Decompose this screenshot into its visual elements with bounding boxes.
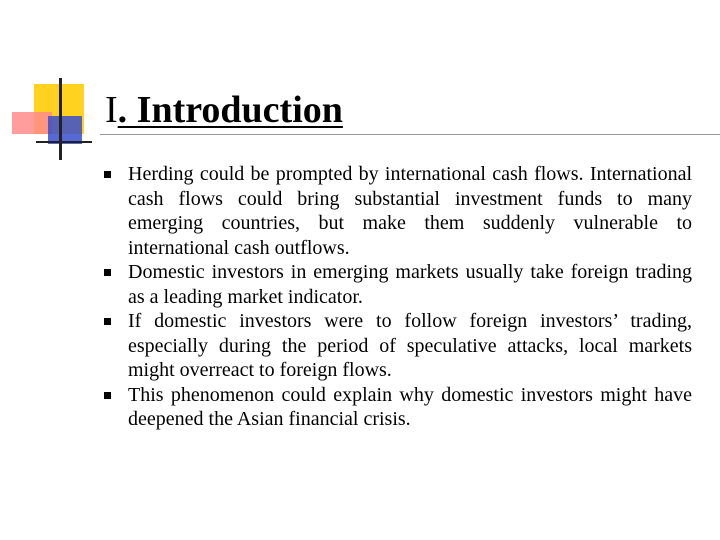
square-bullet-icon [104, 171, 111, 178]
bullet-item [104, 383, 692, 432]
slide-title [105, 86, 343, 134]
title-text: . Introduction [117, 89, 343, 131]
bullet-text: If domestic investors were to follow foreign investors’ trading, especially during the period of speculative attacks, local markets might overreact to foreign flows. [128, 310, 692, 381]
decorative-pink-square [12, 112, 52, 134]
bullet-item [104, 309, 692, 383]
bullet-item [104, 162, 692, 260]
square-bullet-icon [104, 392, 111, 399]
decorative-blue-square [48, 116, 82, 144]
bullet-text: Herding could be prompted by international cash flows. International cash flows could bring substantial investment funds to many emerging countries, but make them suddenly vulnerable to international cash outflows. [128, 163, 692, 259]
title-divider [100, 134, 720, 135]
square-bullet-icon [104, 318, 111, 325]
bullet-item [104, 260, 692, 309]
title-prefix: I [105, 89, 118, 131]
square-bullet-icon [104, 269, 111, 276]
decorative-vertical-line [59, 78, 62, 160]
bullet-text: Domestic investors in emerging markets usually take foreign trading as a leading market indicator. [128, 261, 692, 308]
decorative-horizontal-line [36, 141, 92, 143]
bullet-text: This phenomenon could explain why domestic investors might have deepened the Asian financial crisis. [128, 383, 692, 430]
bullet-list [104, 162, 692, 432]
